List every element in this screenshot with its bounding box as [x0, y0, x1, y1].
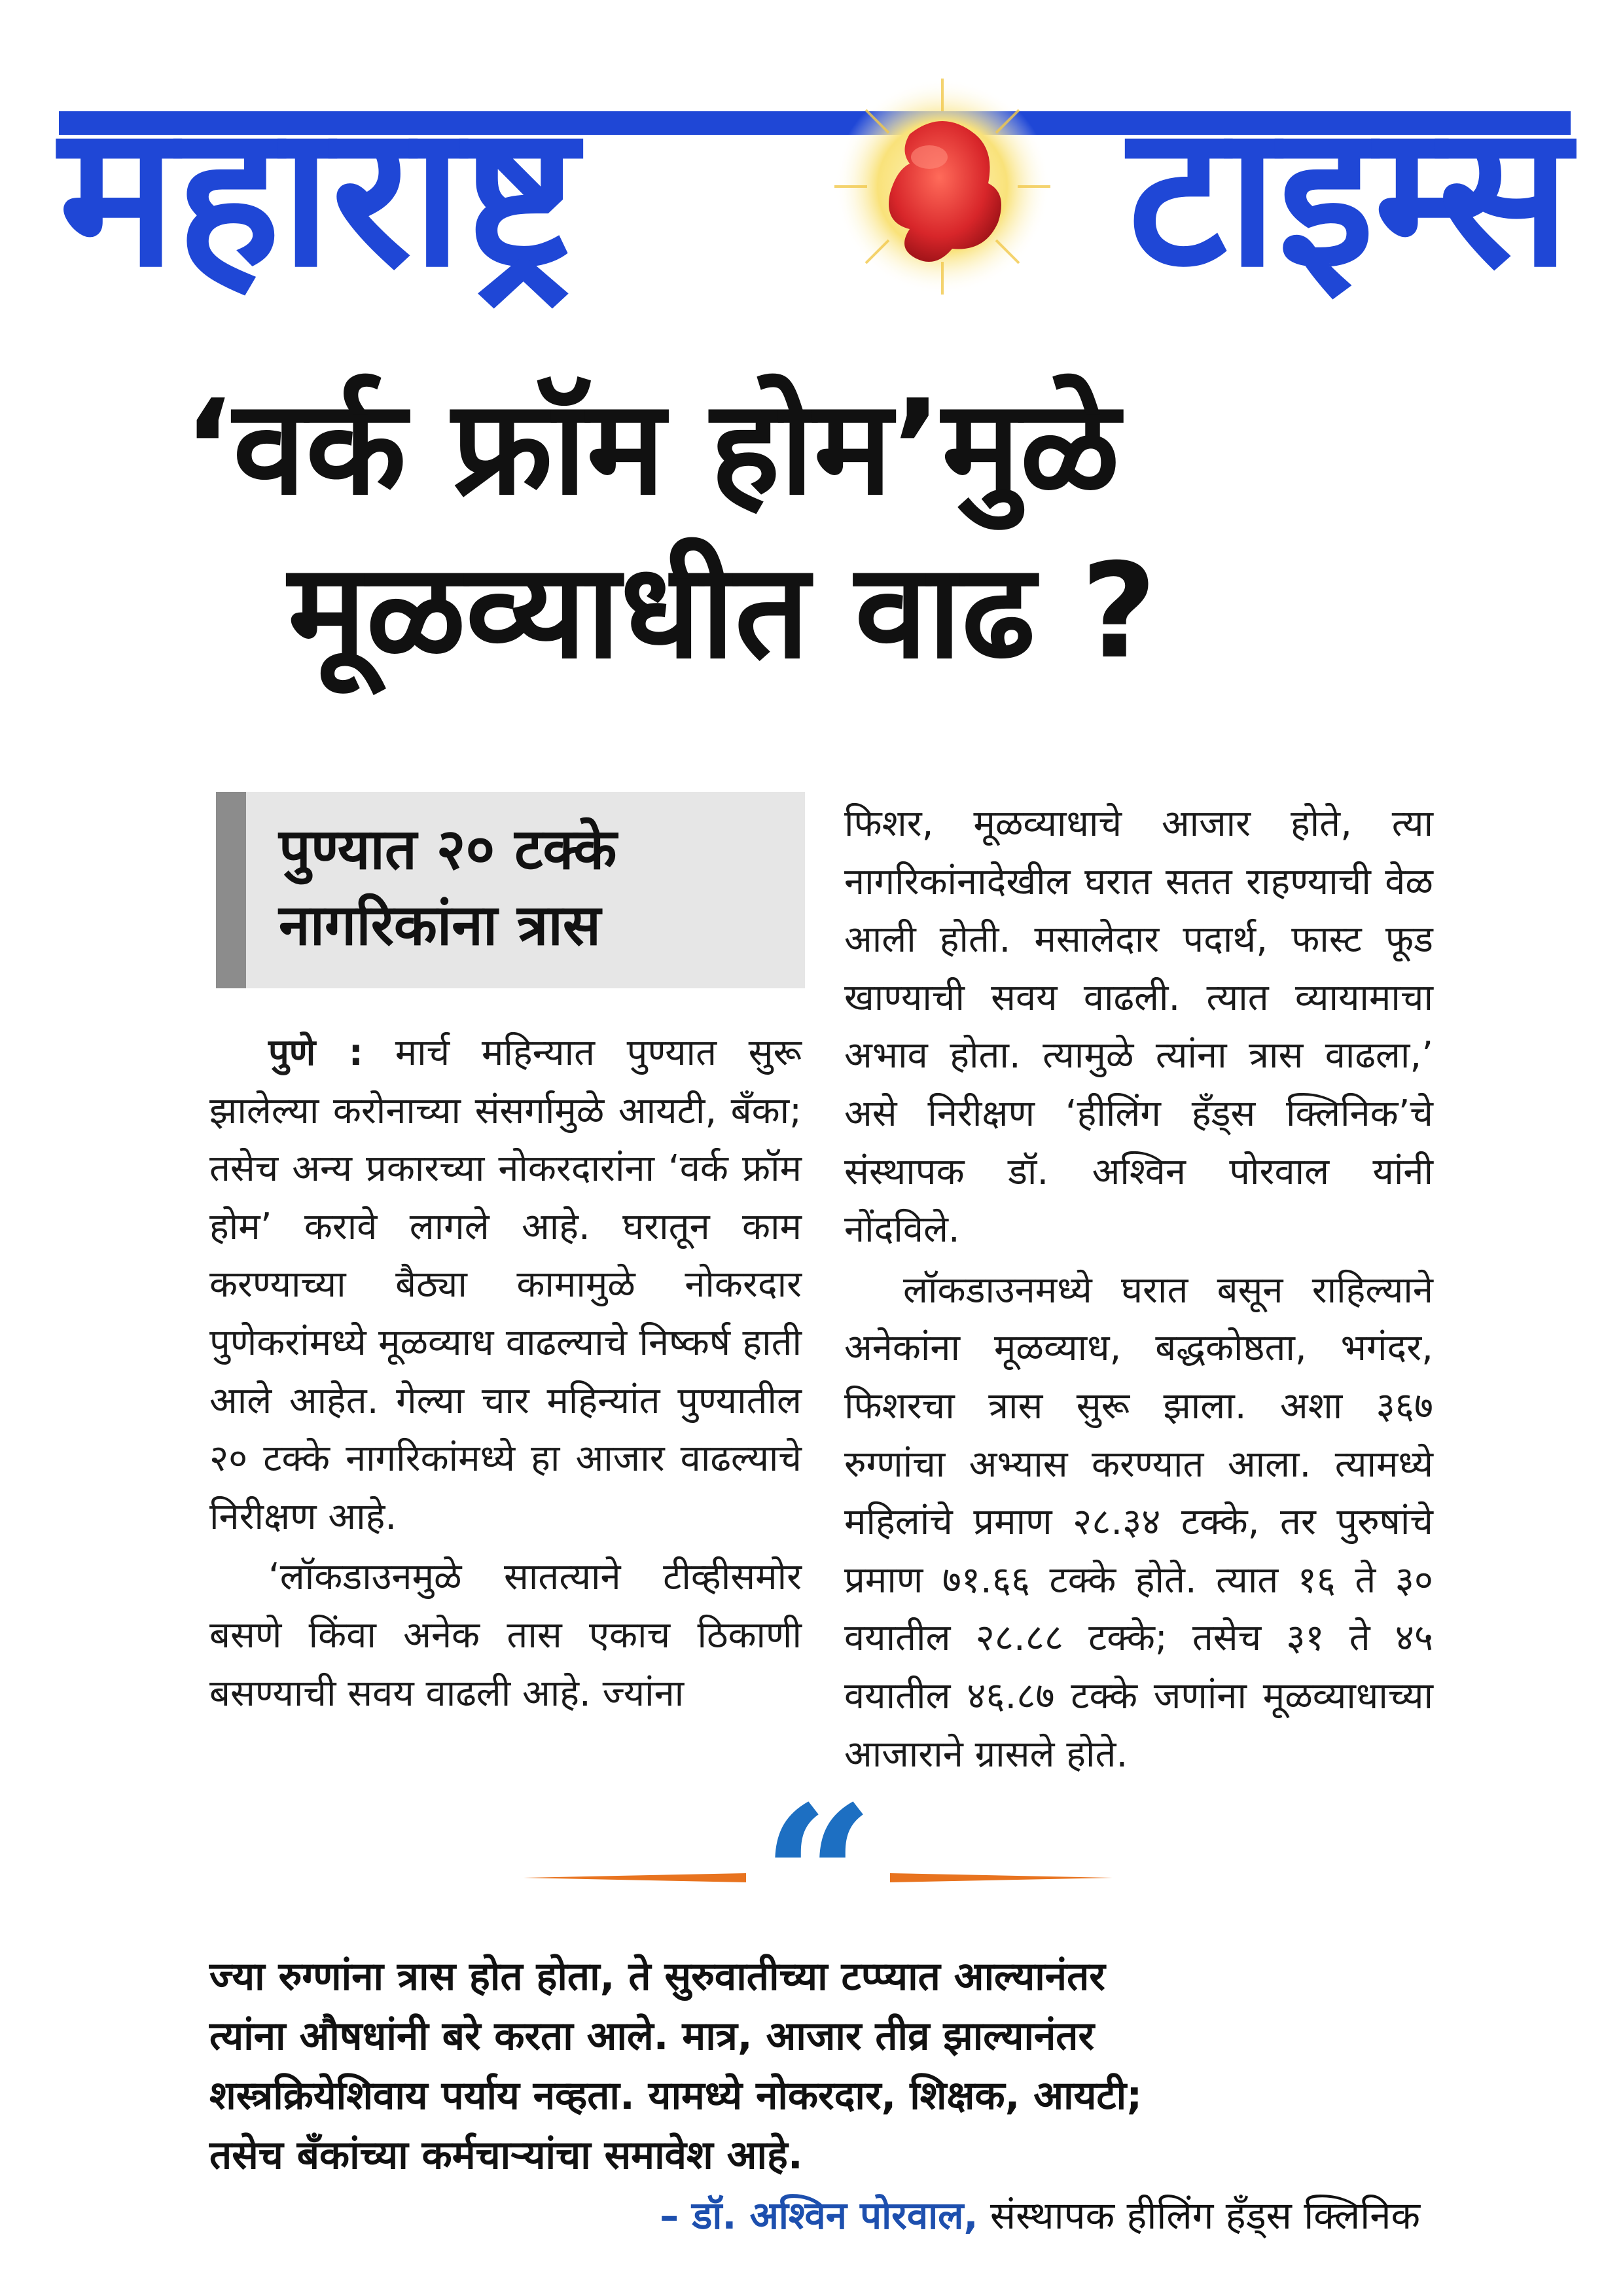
pull-quote-text: [209, 1947, 1440, 2185]
headline-line-2: मूळव्याधीत वाढ ?: [288, 535, 1157, 688]
quote-rule-left: [524, 1873, 746, 1882]
quote-line-2: त्यांना औषधांनी बरे करता आले. मात्र, आजार तीव्र झाल्यानंतर: [209, 2013, 1095, 2059]
masthead-title-right: टाइम्स: [1128, 82, 1571, 310]
quote-line-3: शस्त्रक्रियेशिवाय पर्याय नव्हता. यामध्ये नोकरदार, शिक्षक, आयटी;: [209, 2073, 1143, 2119]
masthead-title-left: महाराष्ट्र: [59, 82, 577, 310]
paragraph-1-text: मार्च महिन्यात पुण्यात सुरू झालेल्या करोनाच्या संसर्गामुळे आयटी, बँका; तसेच अन्य प्रकारच्या नोकरदारांना ‘वर्क फ्रॉम होम’ करावे लागले आहे. घरातून काम करण्याच्या बैठ्या कामामुळे नोकरदार पुणेकरांमध्ये मूळव्याध वाढल्याचे निष्कर्ष हाती आले आहेत. गेल्या चार महिन्यांत पुण्यातील २० टक्के नागरिकांमध्ये हा आजार वाढल्याचे निरीक्षण आहे.: [209, 1031, 802, 1538]
article-paragraph-3: फिशर, मूळव्याधाचे आजार होते, त्या नागरिकांनादेखील घरात सतत राहण्याची वेळ आली होती. मसालेदार पदार्थ, फास्ट फूड खाण्याची सवय वाढली. त्यात व्यायामाचा अभाव होता. त्यामुळे त्यांना त्रास वाढला,’ असे निरीक्षण ‘हीलिंग हँड्स क्लिनिक’चे संस्थापक डॉ. अश्विन पोरवाल यांनी नोंदविले.: [844, 802, 1433, 1251]
article-column-right: [844, 795, 1433, 1784]
attribution-role: संस्थापक हीलिंग हँड्स क्लिनिक: [978, 2193, 1420, 2238]
attribution-name: – डॉ. अश्विन पोरवाल,: [660, 2193, 978, 2238]
subhead-line-2: नागरिकांना त्रास: [279, 893, 601, 958]
article-paragraph-1: [209, 1024, 802, 1546]
subhead-box: [216, 792, 805, 988]
quote-line-1: ज्या रुग्णांना त्रास होत होता, ते सुरुवातीच्या टप्प्यात आल्यानंतर: [209, 1954, 1105, 2000]
quote-attribution: [660, 2189, 1420, 2242]
subhead-line-1: पुण्यात २० टक्के: [279, 817, 617, 882]
article-column-left: [209, 1024, 802, 1723]
masthead: [59, 72, 1571, 321]
quote-mark-icon: “: [761, 1763, 875, 1994]
headline-line-1: ‘वर्क फ्रॉम होम’मुळे: [183, 372, 1120, 524]
dateline: पुणे :: [268, 1031, 364, 1074]
headline: [183, 367, 1479, 694]
article-paragraph-2: ‘लॉकडाउनमुळे सातत्याने टीव्हीसमोर बसणे किंवा अनेक तास एकाच ठिकाणी बसण्याची सवय वाढली आहे. ज्यांना: [209, 1556, 802, 1715]
quote-rule-right: [890, 1873, 1113, 1882]
article-paragraph-4: लॉकडाउनमध्ये घरात बसून राहिल्याने अनेकांना मूळव्याध, बद्धकोष्ठता, भगंदर, फिशरचा त्रास सुरू झाला. अशा ३६७ रुग्णांचा अभ्यास करण्यात आला. त्यामध्ये महिलांचे प्रमाण २८.३४ टक्के, तर पुरुषांचे प्रमाण ७१.६६ टक्के होते. त्यात १६ ते ३० वयातील २८.८८ टक्के; तसेच ३१ ते ४५ वयातील ४६.८७ टक्के जणांना मूळव्याधाच्या आजाराने ग्रासले होते.: [844, 1268, 1433, 1776]
quote-line-4: तसेच बँकांच्या कर्मचाऱ्यांचा समावेश आहे.: [209, 2132, 803, 2178]
